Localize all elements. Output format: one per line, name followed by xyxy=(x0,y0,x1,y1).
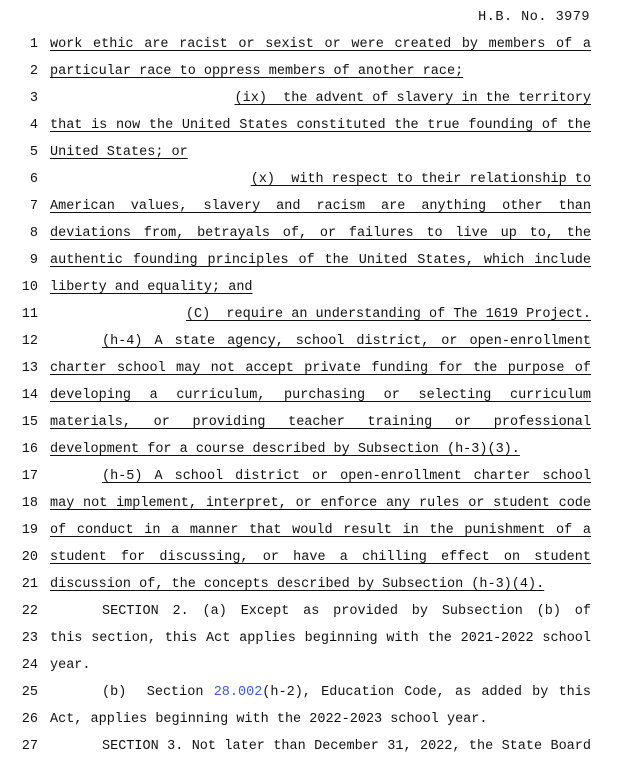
line-text: authentic founding principles of the United States, which include xyxy=(50,253,591,268)
bill-line-3 xyxy=(0,91,622,118)
line-number: 25 xyxy=(21,685,38,700)
line-text: developing a curriculum, purchasing or selecting curriculum xyxy=(50,388,591,403)
line-number: 8 xyxy=(29,226,38,241)
bill-line-25 xyxy=(0,685,622,712)
bill-line-19 xyxy=(0,523,622,550)
bill-line-9 xyxy=(0,253,622,280)
line-number: 17 xyxy=(21,469,38,484)
line-text: United States; or xyxy=(50,145,188,160)
line-number: 4 xyxy=(29,118,38,133)
line-number: 9 xyxy=(29,253,38,268)
bill-line-11 xyxy=(0,307,622,334)
line-text: student for discussing, or have a chilling effect on student xyxy=(50,550,591,565)
line-number: 16 xyxy=(21,442,38,457)
bill-line-5 xyxy=(0,145,622,172)
bill-line-14 xyxy=(0,388,622,415)
line-number: 27 xyxy=(21,739,38,754)
bill-line-10 xyxy=(0,280,622,307)
education-code-section-link[interactable]: 28.002 xyxy=(213,685,263,700)
line-text: may not implement, interpret, or enforce any rules or student code xyxy=(50,496,591,511)
line-text: (x) with respect to their relationship to xyxy=(250,172,591,187)
bill-line-4 xyxy=(0,118,622,145)
line-number: 1 xyxy=(29,37,38,52)
bill-line-22 xyxy=(0,604,622,631)
line-text: Act, applies beginning with the 2022-2023 school year. xyxy=(50,712,488,727)
line-number: 21 xyxy=(21,577,38,592)
line-number: 18 xyxy=(21,496,38,511)
line-text: (C) require an understanding of The 1619 Project. xyxy=(185,307,591,322)
line-text: of conduct in a manner that would result in the punishment of a xyxy=(50,523,591,538)
bill-line-15 xyxy=(0,415,622,442)
line-number: 2 xyxy=(29,64,38,79)
line-text: SECTION 2. (a) Except as provided by Subsection (b) of xyxy=(102,604,591,619)
bill-line-1 xyxy=(0,37,622,64)
bill-line-13 xyxy=(0,361,622,388)
bill-line-17 xyxy=(0,469,622,496)
bill-line-18 xyxy=(0,496,622,523)
line-text: charter school may not accept private funding for the purpose of xyxy=(50,361,591,376)
line-number: 20 xyxy=(21,550,38,565)
line-number: 24 xyxy=(21,658,38,673)
bill-line-21 xyxy=(0,577,622,604)
bill-line-23 xyxy=(0,631,622,658)
line-text: deviations from, betrayals of, or failures to live up to, the xyxy=(50,226,591,241)
line-text: materials, or providing teacher training or professional xyxy=(50,415,591,430)
bill-line-24 xyxy=(0,658,622,685)
line-text: American values, slavery and racism are anything other than xyxy=(50,199,591,214)
line-number: 19 xyxy=(21,523,38,538)
line-number: 7 xyxy=(29,199,38,214)
line-number: 26 xyxy=(21,712,38,727)
line-text: particular race to oppress members of another race; xyxy=(50,64,464,79)
bill-line-27 xyxy=(0,739,622,766)
bill-line-7 xyxy=(0,199,622,226)
line-number: 23 xyxy=(21,631,38,646)
line-number: 15 xyxy=(21,415,38,430)
bill-line-26 xyxy=(0,712,622,739)
line-text: SECTION 3. Not later than December 31, 2022, the State Board xyxy=(102,739,591,754)
line-number: 11 xyxy=(21,307,38,322)
line-number: 14 xyxy=(21,388,38,403)
line-text: development for a course described by Subsection (h-3)(3). xyxy=(50,442,520,457)
line-text-part: (h-2), Education Code, as added by this xyxy=(262,685,591,700)
line-text: this section, this Act applies beginning with the 2021-2022 school xyxy=(50,631,591,646)
line-number: 6 xyxy=(29,172,38,187)
line-text xyxy=(50,685,591,700)
bill-line-12 xyxy=(0,334,622,361)
line-text: that is now the United States constituted the true founding of the xyxy=(50,118,591,133)
line-number: 5 xyxy=(29,145,38,160)
bill-number-header: H.B. No. 3979 xyxy=(478,10,590,25)
line-text: work ethic are racist or sexist or were created by members of a xyxy=(50,37,591,52)
line-number: 13 xyxy=(21,361,38,376)
bill-line-8 xyxy=(0,226,622,253)
line-number: 3 xyxy=(29,91,38,106)
line-text: discussion of, the concepts described by Subsection (h-3)(4). xyxy=(50,577,545,592)
line-number: 12 xyxy=(21,334,38,349)
line-number: 22 xyxy=(21,604,38,619)
line-text: (ix) the advent of slavery in the territory xyxy=(234,91,591,106)
bill-line-16 xyxy=(0,442,622,469)
line-text: (h-4) A state agency, school district, or open-enrollment xyxy=(102,334,591,349)
line-number: 10 xyxy=(21,280,38,295)
line-text: (h-5) A school district or open-enrollment charter school xyxy=(102,469,591,484)
line-text: year. xyxy=(50,658,91,673)
bill-line-20 xyxy=(0,550,622,577)
line-text: liberty and equality; and xyxy=(50,280,253,295)
line-text-part: (b) Section xyxy=(102,685,214,700)
bill-line-6 xyxy=(0,172,622,199)
bill-line-2 xyxy=(0,64,622,91)
